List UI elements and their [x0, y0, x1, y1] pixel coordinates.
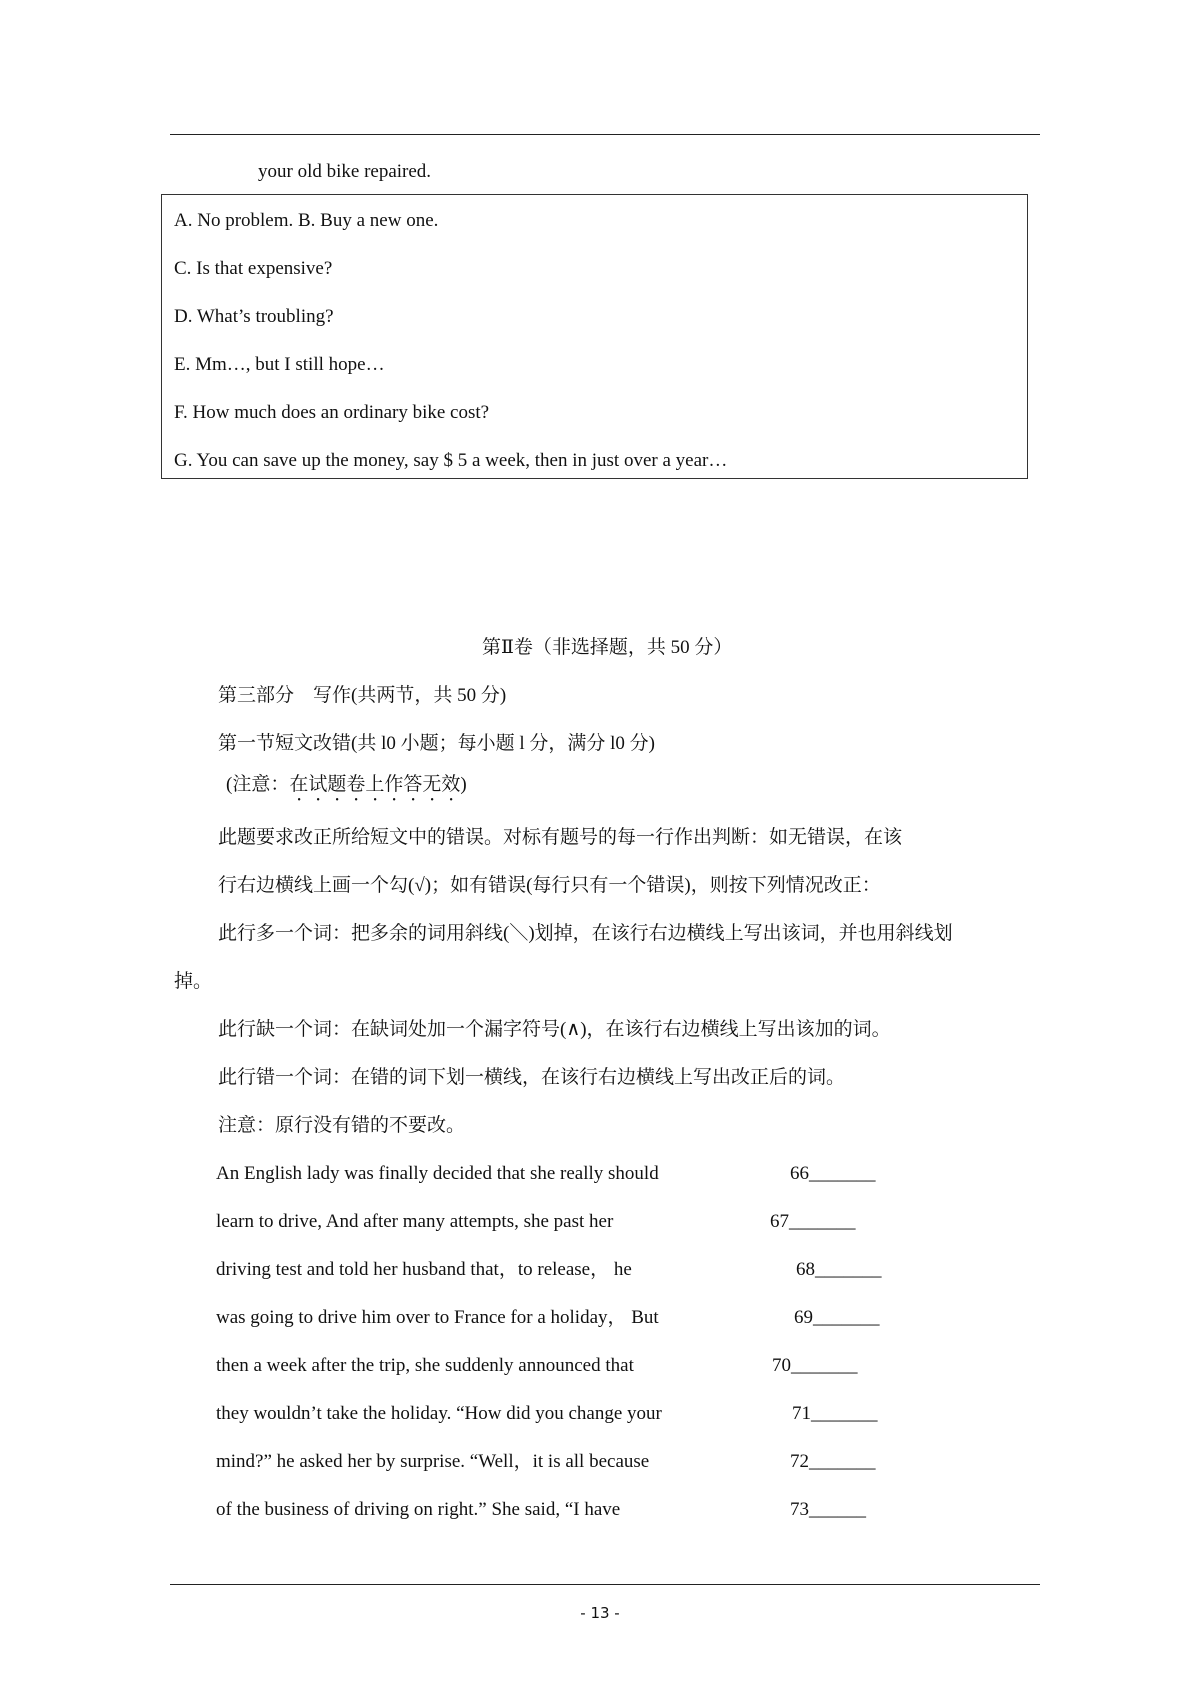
header-rule: [170, 134, 1040, 135]
options-box: [161, 194, 1028, 479]
passage-line: An English lady was finally decided that she really should: [216, 1163, 659, 1184]
answer-number: 71_______: [792, 1403, 878, 1424]
question-continuation: your old bike repaired.: [258, 161, 432, 182]
instruction-line-7: 注意：原行没有错的不要改。: [218, 1115, 466, 1136]
answer-number: 67_______: [770, 1211, 856, 1232]
note-emphasis: 在试题卷上作答无效: [289, 774, 461, 795]
passage-line: driving test and told her husband that，to release， he: [216, 1259, 632, 1280]
option-f: F. How much does an ordinary bike cost?: [174, 402, 490, 423]
answer-number: 73______: [790, 1499, 866, 1520]
note-suffix: ): [460, 774, 467, 795]
page-number: - 13 -: [580, 1604, 620, 1622]
passage-line: learn to drive, And after many attempts, she past her: [216, 1211, 614, 1232]
option-c: C. Is that expensive?: [174, 258, 333, 279]
passage-line: they wouldn’t take the holiday. “How did you change your: [216, 1403, 662, 1424]
instruction-line-5: 此行缺一个词：在缺词处加一个漏字符号(∧)，在该行右边横线上写出该加的词。: [218, 1019, 891, 1040]
option-ab: A. No problem. B. Buy a new one.: [174, 210, 439, 231]
subsection-title: 第一节短文改错(共 l0 小题；每小题 l 分，满分 l0 分): [218, 733, 655, 754]
instruction-line-3: 此行多一个词：把多余的词用斜线(＼)划掉，在该行右边横线上写出该词，并也用斜线划: [218, 923, 953, 944]
section-title: 第Ⅱ卷（非选择题，共 50 分）: [482, 637, 733, 658]
answer-number: 66_______: [790, 1163, 876, 1184]
answer-number: 70_______: [772, 1355, 858, 1376]
instruction-line-2: 行右边横线上画一个勾(√)；如有错误(每行只有一个错误)，则按下列情况改正：: [218, 875, 881, 896]
passage-line: of the business of driving on right.” She said, “I have: [216, 1499, 621, 1520]
answer-number: 68_______: [796, 1259, 882, 1280]
option-e: E. Mm…, but I still hope…: [174, 354, 385, 375]
passage-line: mind?” he asked her by surprise. “Well，it is all because: [216, 1451, 650, 1472]
footer-rule: [170, 1584, 1040, 1585]
option-g: G. You can save up the money, say $ 5 a week, then in just over a year…: [174, 450, 728, 471]
note: [226, 774, 467, 806]
instruction-line-6: 此行错一个词：在错的词下划一横线，在该行右边横线上写出改正后的词。: [218, 1067, 846, 1088]
passage-line: then a week after the trip, she suddenly announced that: [216, 1355, 634, 1376]
answer-number: 69_______: [794, 1307, 880, 1328]
note-prefix: (注意：: [226, 774, 290, 795]
answer-number: 72_______: [790, 1451, 876, 1472]
part-title: 第三部分 写作(共两节，共 50 分): [218, 685, 507, 706]
instruction-line-1: 此题要求改正所给短文中的错误。对标有题号的每一行作出判断：如无错误，在该: [218, 827, 903, 848]
passage-line: was going to drive him over to France for a holiday， But: [216, 1307, 659, 1328]
instruction-line-4: 掉。: [174, 971, 213, 992]
option-d: D. What’s troubling?: [174, 306, 334, 327]
